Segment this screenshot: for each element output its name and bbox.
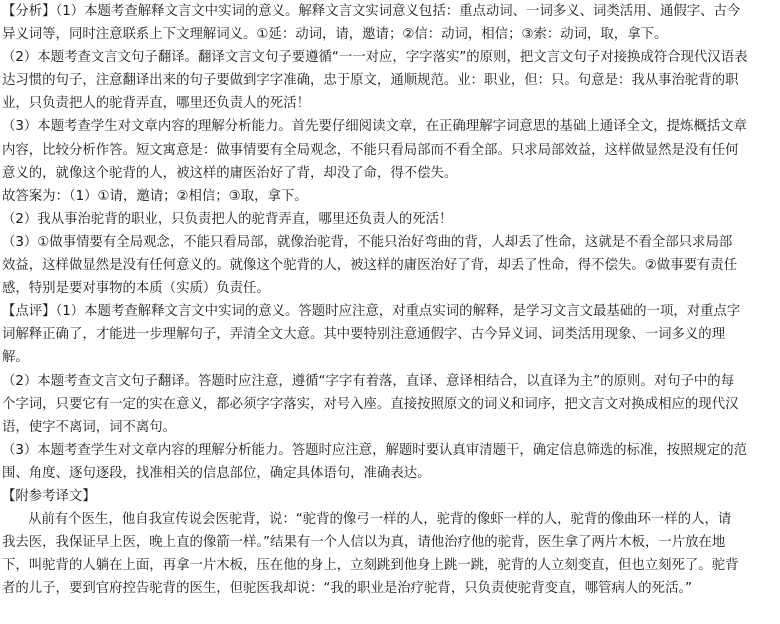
analysis-line: 达习惯的句子，注意翻译出来的句子要做到字字准确，忠于原文，通顺规范。业：职业，但：只。句意是：我从事治驼背的职: [2, 73, 739, 89]
analysis-line: 异义词等，同时注意联系上下文理解词义。①延：动词，请，邀请；②信：动词，相信；③索：动词，取，拿下。: [2, 27, 668, 43]
answer-section: [2, 185, 778, 300]
answer-line: 效益，这样做显然是没有任何意义的。就像这个驼背的人，被这样的庸医治好了背，却丢了性命，得不偿失。②做事要有责任: [2, 258, 738, 274]
analysis-line: （2）本题考查文言文句子翻译。翻译文言文句子要遵循“一一对应，字字落实”的原则，把文言文句子对接换成符合现代汉语表: [2, 50, 748, 66]
comment-section: [2, 300, 778, 485]
comment-line: 围、角度、逐句逐段，找准相关的信息部位，确定具体语句，准确表达。: [2, 465, 431, 481]
translation-line: 从前有个医生，他自我宣传说会医驼背，说：“驼背的像弓一样的人，驼背的像虾一样的人，驼背的像曲环一样的人，请: [28, 512, 732, 528]
comment-line: 语，使字不离词，词不离句。: [2, 419, 177, 435]
analysis-line: 业，只负责把人的驼背弄直，哪里还负责人的死活！: [2, 96, 310, 112]
answer-line: （2）我从事治驼背的职业，只负责把人的驼背弄直，哪里还负责人的死活！: [2, 211, 453, 227]
analysis-line: 内容，比较分析作答。短文寓意是：做事情要有全局观念，不能只看局部而不看全部。只求局部效益，这样做显然是没有任何: [2, 142, 739, 158]
answer-line: 感，特别是要对事物的本质（实质）负责任。: [2, 281, 270, 297]
comment-line: 词解释正确了，才能进一步理解句子，弄清全文大意。其中要特别注意通假字、古今异义词、词类活用现象、一词多义的理: [2, 327, 726, 343]
answer-line: （3）①做事情要有全局观念，不能只看局部，就像治驼背，不能只治好弯曲的背，人却丢了性命，这就是不看全部只求局部: [2, 234, 733, 250]
analysis-line: 【分析】（1）本题考查解释文言文中实词的意义。解释文言文实词意义包括：重点动词、一词多义、词类活用、通假字、古今: [2, 4, 741, 19]
analysis-line: 意义的，就像这个驼背的人，被这样的庸医治好了背，却没了命，得不偿失。: [2, 165, 458, 181]
analysis-section: [2, 0, 778, 185]
analysis-line: （3）本题考查学生对文章内容的理解分析能力。首先要仔细阅读文章，在正确理解字词意思的基础上通译全文，提炼概括文章: [2, 119, 747, 135]
analysis-label: 【分析】: [2, 4, 56, 19]
comment-line: 个字词，只要它有一定的实在意义，都必须字字落实，对号入座。直接按照原文的词义和词序，把文言文对换成相应的现代汉: [2, 396, 739, 412]
comment-line: 解。: [2, 350, 29, 366]
comment-line: （2）本题考查文言文句子翻译。答题时应注意，遵循“字字有着落，直译、意译相结合，以直译为主”的原则。对句子中的每: [2, 373, 735, 389]
answer-line: 故答案为：（1）①请，邀请；②相信；③取，拿下。: [2, 188, 308, 204]
translation-line: 我去医，我保证早上医，晚上直的像箭一样。”结果有一个人信以为真，请他治疗他的驼背，医生拿了两片木板，一片放在地: [2, 535, 726, 551]
translation-line: 者的儿子，要到官府控告驼背的医生，但驼医我却说：“我的职业是治疗驼背，只负责使驼背变直，哪管病人的死活。”: [2, 581, 693, 597]
translation-line: 下，叫驼背的人躺在上面，再拿一片木板，压在他的身上，立刻跳到他身上跳一跳，驼背的人立刻变直，但也立刻死了。驼背: [2, 558, 739, 574]
comment-line: 【点评】（1）本题考查解释文言文中实词的意义。答题时应注意，对重点实词的解释，是学习文言文最基础的一项，对重点字: [2, 304, 741, 320]
comment-line: （3）本题考查学生对文章内容的理解分析能力。答题时应注意，解题时要认真审清题干，确定信息筛选的标准，按照规定的范: [2, 442, 747, 458]
comment-label: 【点评】: [2, 304, 56, 320]
translation-label: 【附参考译文】: [2, 488, 96, 504]
translation-section: [2, 485, 778, 600]
